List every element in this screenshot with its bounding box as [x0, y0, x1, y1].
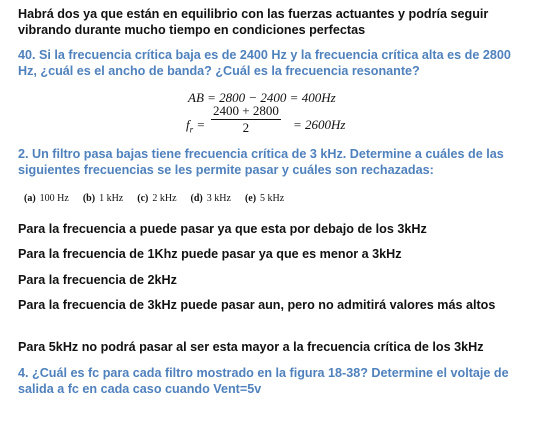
eq2-lhs: f	[186, 117, 190, 132]
question-2: 2. Un filtro pasa bajas tiene frecuencia crítica de 3 kHz. Determine a cuáles de las siguientes frecuencias se les permite pasar y cuáles son rechazadas:	[18, 147, 504, 177]
option-c: (c) 2 kHz	[137, 193, 177, 204]
answer-e: Para 5kHz no podrá pasar al ser esta mayor a la frecuencia crítica de los 3kHz	[18, 340, 484, 354]
option-e: (e) 5 kHz	[244, 193, 285, 204]
eq2-sub: r	[189, 124, 194, 135]
frequency-options	[24, 193, 284, 204]
eq2-result: = 2600Hz	[293, 117, 346, 132]
eq2-eq: =	[196, 117, 206, 132]
question-40: 40. Si la frecuencia crítica baja es de 2400 Hz y la frecuencia crítica alta es de 2800 Hz, ¿cuál es el ancho de banda? ¿Cuál es la frecuencia resonante?	[18, 48, 511, 78]
intro-paragraph: Habrá dos ya que están en equilibrio con las fuerzas actuantes y podría seguir vibrando durante mucho tiempo en condiciones perfectas	[18, 7, 489, 37]
question-4: 4. ¿Cuál es fc para cada filtro mostrado en la figura 18-38? Determine el voltaje de salida a fc en cada caso cuando Vent=5v	[18, 366, 509, 396]
eq2-denominator: 2	[242, 120, 250, 135]
answer-c: Para la frecuencia de 2kHz	[18, 273, 177, 287]
eq2-numerator: 2400 + 2800	[213, 103, 279, 118]
equation-bandwidth: AB = 2800 − 2400 = 400Hz	[188, 90, 336, 105]
answer-b: Para la frecuencia de 1Khz puede pasar ya que es menor a 3kHz	[18, 247, 402, 261]
answer-d: Para la frecuencia de 3kHz puede pasar aun, pero no admitirá valores más altos	[18, 298, 496, 312]
eq2-fraction	[211, 103, 281, 136]
option-d: (d) 3 kHz	[190, 193, 231, 204]
option-a: (a) 100 Hz	[24, 193, 69, 204]
option-b: (b) 1 kHz	[82, 193, 124, 204]
answer-a: Para la frecuencia a puede pasar ya que esta por debajo de los 3kHz	[18, 222, 427, 236]
